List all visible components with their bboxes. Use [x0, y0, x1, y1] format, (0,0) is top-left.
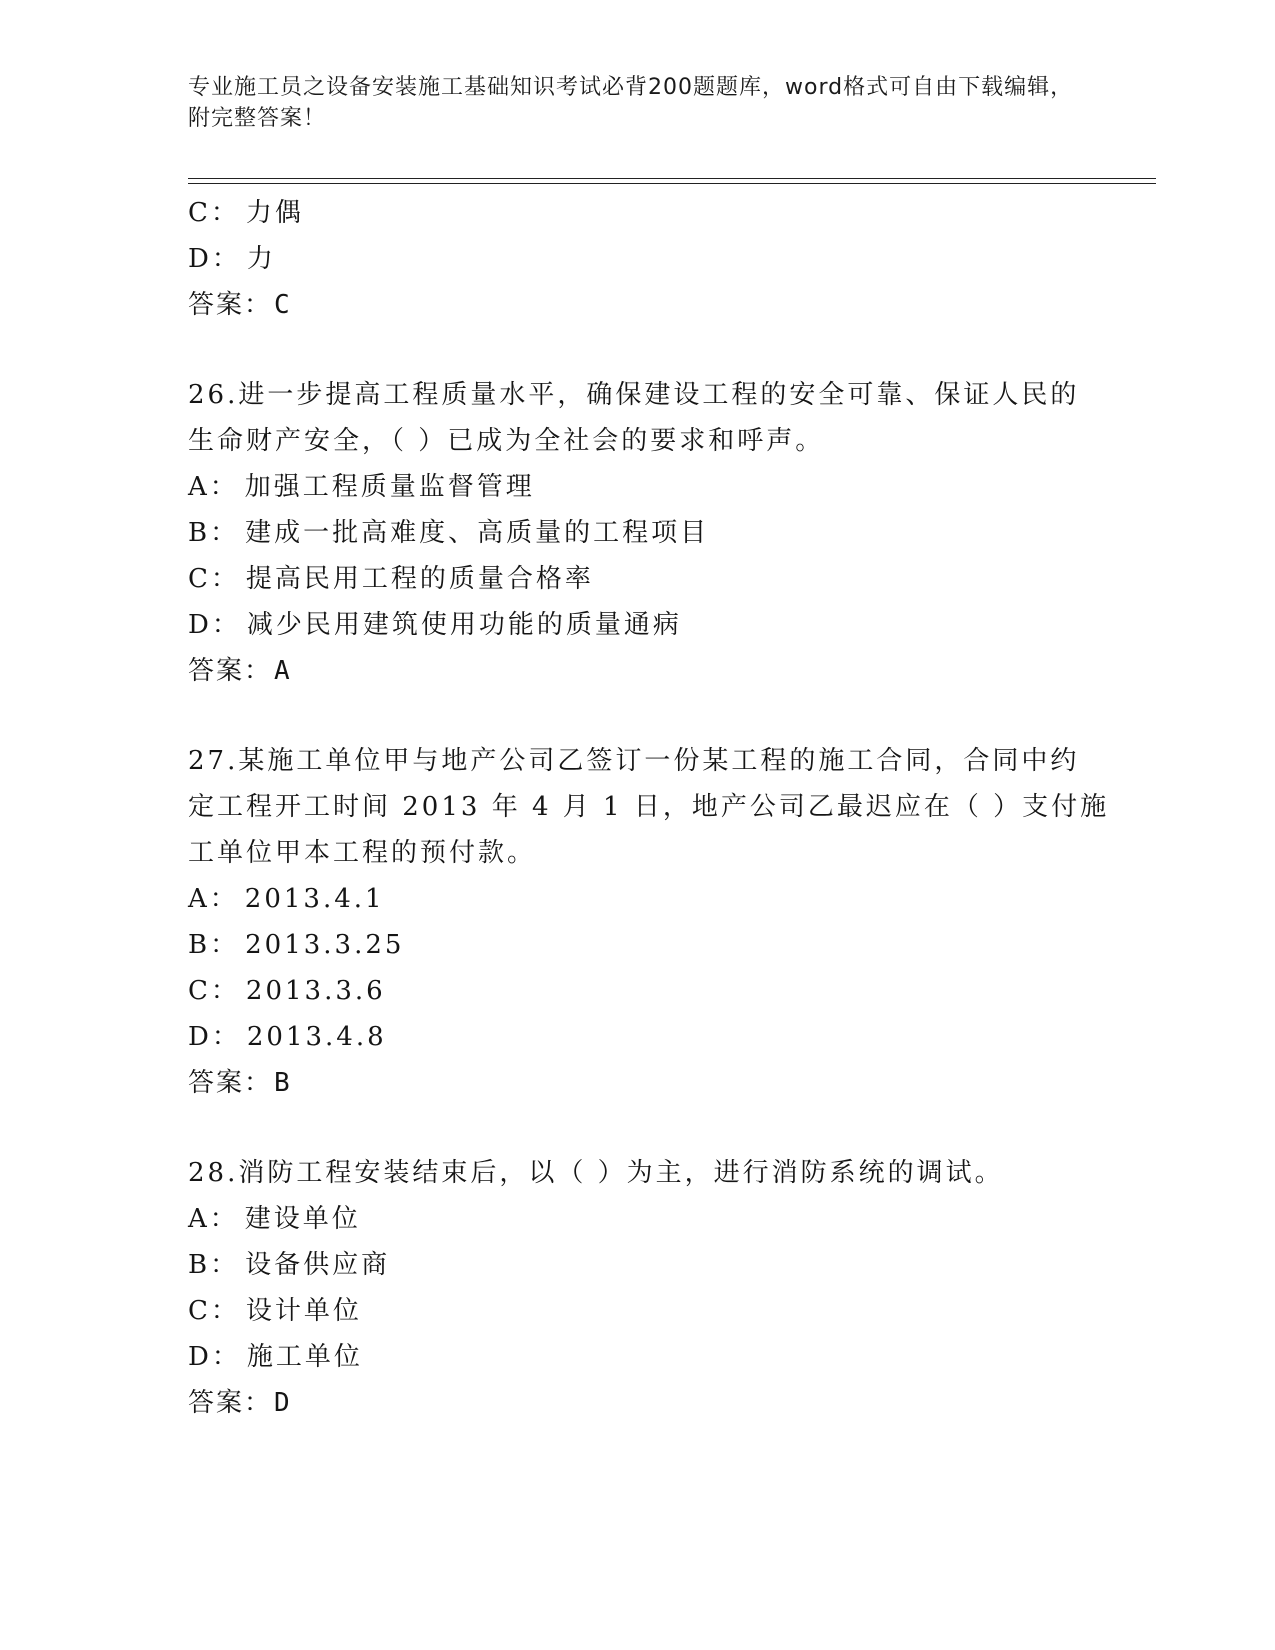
option-c: C： 提高民用工程的质量合格率: [188, 564, 594, 594]
question-block-26: [188, 372, 1088, 694]
option-c: C： 设计单位: [188, 1296, 362, 1326]
option-d: D： 2013.4.8: [188, 1022, 387, 1052]
document-body: [188, 190, 1110, 1426]
answer-label: 答案：: [188, 290, 273, 320]
question-stem-line: 定工程开工时间 2013 年 4 月 1 日，地产公司乙最迟应在（ ）支付施: [188, 792, 1110, 822]
question-stem-line: 生命财产安全，（ ）已成为全社会的要求和呼声。: [188, 426, 825, 456]
option-d: D： 力: [188, 244, 276, 274]
answer-line: [188, 648, 1088, 694]
question-stem-line: 28.消防工程安装结束后，以（ ）为主，进行消防系统的调试。: [188, 1158, 1004, 1188]
answer-value: C: [274, 290, 291, 320]
option-b: B： 设备供应商: [188, 1250, 391, 1280]
answer-label: 答案：: [188, 1068, 273, 1098]
question-block-25: [188, 190, 1088, 328]
option-c: C： 2013.3.6: [188, 976, 386, 1006]
answer-label: 答案：: [188, 1388, 273, 1418]
question-stem-line: 27.某施工单位甲与地产公司乙签订一份某工程的施工合同，合同中约: [188, 746, 1080, 776]
option-b: B： 2013.3.25: [188, 930, 405, 960]
question-block-28: [188, 1150, 1088, 1426]
answer-value: D: [274, 1388, 291, 1418]
answer-line: [188, 282, 1088, 328]
answer-value: B: [274, 1068, 291, 1098]
option-b: B： 建成一批高难度、高质量的工程项目: [188, 518, 710, 548]
question-stem-line: 工单位甲本工程的预付款。: [188, 838, 537, 868]
option-c: C： 力偶: [188, 198, 304, 228]
document-header: 专业施工员之设备安装施工基础知识考试必背200题题库，word格式可自由下载编辑，附完整答案！: [188, 75, 1074, 131]
option-d: D： 施工单位: [188, 1342, 363, 1372]
answer-line: [188, 1380, 1088, 1426]
header-rule-bottom: [188, 183, 1156, 184]
option-d: D： 减少民用建筑使用功能的质量通病: [188, 610, 682, 640]
question-block-27: [188, 738, 1110, 1106]
answer-label: 答案：: [188, 656, 273, 686]
answer-value: A: [274, 656, 291, 686]
option-a: A： 加强工程质量监督管理: [188, 472, 535, 502]
answer-line: [188, 1060, 1088, 1106]
option-a: A： 建设单位: [188, 1204, 361, 1234]
header-rule-top: [188, 178, 1156, 179]
option-a: A： 2013.4.1: [188, 884, 385, 914]
question-stem-line: 26.进一步提高工程质量水平，确保建设工程的安全可靠、保证人民的: [188, 380, 1080, 410]
